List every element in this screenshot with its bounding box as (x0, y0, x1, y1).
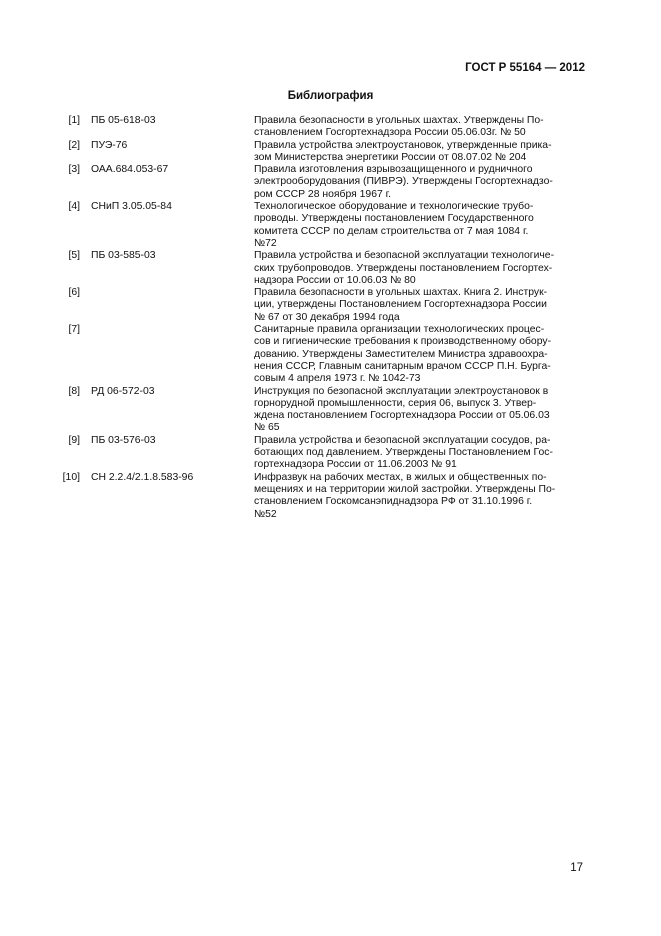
entry-description-line: сов и гигиенические требования к производственному обору- (254, 336, 552, 348)
entry-document-code: СН 2.2.4/2.1.8.583-96 (91, 471, 194, 483)
entry-description-line: Инструкция по безопасной эксплуатации электроустановок в (254, 385, 549, 397)
entry-document-code: РД 06-572-03 (91, 385, 155, 397)
entry-description-line: ботающих под давлением. Утверждены Постановлением Гос- (254, 447, 553, 459)
entry-description-line: надзора России от 10.06.03 № 80 (254, 274, 416, 286)
entry-description (254, 435, 582, 472)
entry-description-line: зом Министерства энергетики России от 08.07.02 № 204 (254, 151, 527, 163)
entry-document-code: ПБ 03-576-03 (91, 434, 156, 446)
entry-description-line: ских трубопроводов. Утверждены постановлением Госгортех- (254, 262, 553, 274)
bibliography-entry (52, 201, 592, 250)
standard-code-header: ГОСТ Р 55164 — 2012 (465, 62, 585, 74)
entry-document-code: СНиП 3.05.05-84 (91, 201, 172, 213)
entry-description-line: № 67 от 30 декабря 1994 года (254, 311, 400, 323)
entry-description-line: Правила безопасности в угольных шахтах. Книга 2. Инструк- (254, 287, 548, 299)
entry-description-line: ждена постановлением Госгортехнадзора России от 05.06.03 (254, 410, 550, 422)
entry-description (254, 140, 582, 165)
entry-number: [1] (68, 115, 80, 126)
entry-description (254, 472, 582, 521)
bibliography-entry (52, 140, 592, 165)
bibliography-title: Библиография (287, 90, 374, 102)
entry-description (254, 201, 582, 250)
entry-description-line: горнорудной промышленности, серия 06, выпуск 3. Утвер- (254, 397, 537, 409)
entry-description-line: №52 (254, 508, 277, 520)
bibliography-entry (52, 115, 592, 140)
entry-description-line: Правила безопасности в угольных шахтах. Утверждены По- (254, 115, 544, 126)
bibliography-entry (52, 164, 592, 201)
entry-description-line: №72 (254, 237, 277, 249)
page-number: 17 (570, 862, 583, 874)
entry-description-line: становлением Госкомсанэпиднадзора РФ от 31.10.1996 г. (254, 496, 533, 508)
entry-description-line: проводы. Утверждены постановлением Государственного (254, 213, 534, 225)
entry-number: [5] (68, 250, 80, 262)
entry-description-line: ции, утверждены Постановлением Госгортехнадзора России (254, 299, 547, 311)
entry-description-line: гортехнадзора России от 11.06.2003 № 91 (254, 459, 457, 471)
bibliography-entry (52, 472, 592, 521)
entry-description-line: Правила устройства и безопасной эксплуатации технологиче- (254, 250, 555, 262)
entry-document-code: ОАА.684.053-67 (91, 164, 169, 176)
bibliography-entry (52, 250, 592, 287)
entry-description (254, 287, 582, 324)
entry-description-line: Инфразвук на рабочих местах, в жилых и общественных по- (254, 471, 547, 483)
entry-description (254, 386, 582, 435)
entry-description-line: комитета СССР по делам строительства от 7 мая 1084 г. (254, 225, 529, 237)
entry-description-line: № 65 (254, 422, 280, 434)
entry-number: [7] (68, 324, 80, 336)
entry-number: [8] (68, 385, 80, 397)
entry-description (254, 164, 582, 201)
entry-number: [2] (68, 139, 80, 151)
bibliography-entry (52, 386, 592, 435)
bibliography-list (52, 115, 592, 521)
entry-description (254, 250, 582, 287)
bibliography-entry (52, 435, 592, 472)
entry-description-line: Правила изготовления взрывозащищенного и рудничного (254, 164, 533, 176)
entry-number: [9] (68, 434, 80, 446)
entry-document-code: ПБ 03-585-03 (91, 250, 156, 262)
entry-number: [3] (68, 164, 80, 176)
entry-description (254, 115, 582, 140)
entry-description-line: Санитарные правила организации технологических процес- (254, 324, 545, 336)
entry-description-line: Правила устройства электроустановок, утвержденные прика- (254, 139, 552, 151)
entry-document-code: ПУЭ-76 (91, 139, 128, 151)
entry-description-line: дованию. Утверждены Заместителем Министра здравоохра- (254, 348, 548, 360)
entry-description-line: ром СССР 28 ноября 1967 г. (254, 188, 392, 200)
entry-description-line: Технологическое оборудование и технологические трубо- (254, 201, 534, 213)
entry-description-line: мещениях и на территории жилой застройки. Утверждены По- (254, 483, 556, 495)
bibliography-entry (52, 324, 592, 385)
entry-description (254, 324, 582, 385)
entry-description-line: становлением Госгортехнадзора России 05.06.03г. № 50 (254, 127, 526, 139)
entry-number: [6] (68, 287, 80, 299)
bibliography-entry (52, 287, 592, 324)
entry-description-line: электрооборудования (ПИВРЭ). Утверждены Госгортехнадзо- (254, 176, 553, 188)
entry-number: [4] (68, 201, 80, 213)
entry-description-line: совым 4 апреля 1973 г. № 1042-73 (254, 373, 421, 385)
entry-description-line: нения СССР, Главным санитарным врачом СССР П.Н. Бурга- (254, 360, 551, 372)
entry-number: [10] (62, 471, 80, 483)
entry-document-code: ПБ 05-618-03 (91, 115, 156, 126)
entry-description-line: Правила устройства и безопасной эксплуатации сосудов, ра- (254, 434, 551, 446)
